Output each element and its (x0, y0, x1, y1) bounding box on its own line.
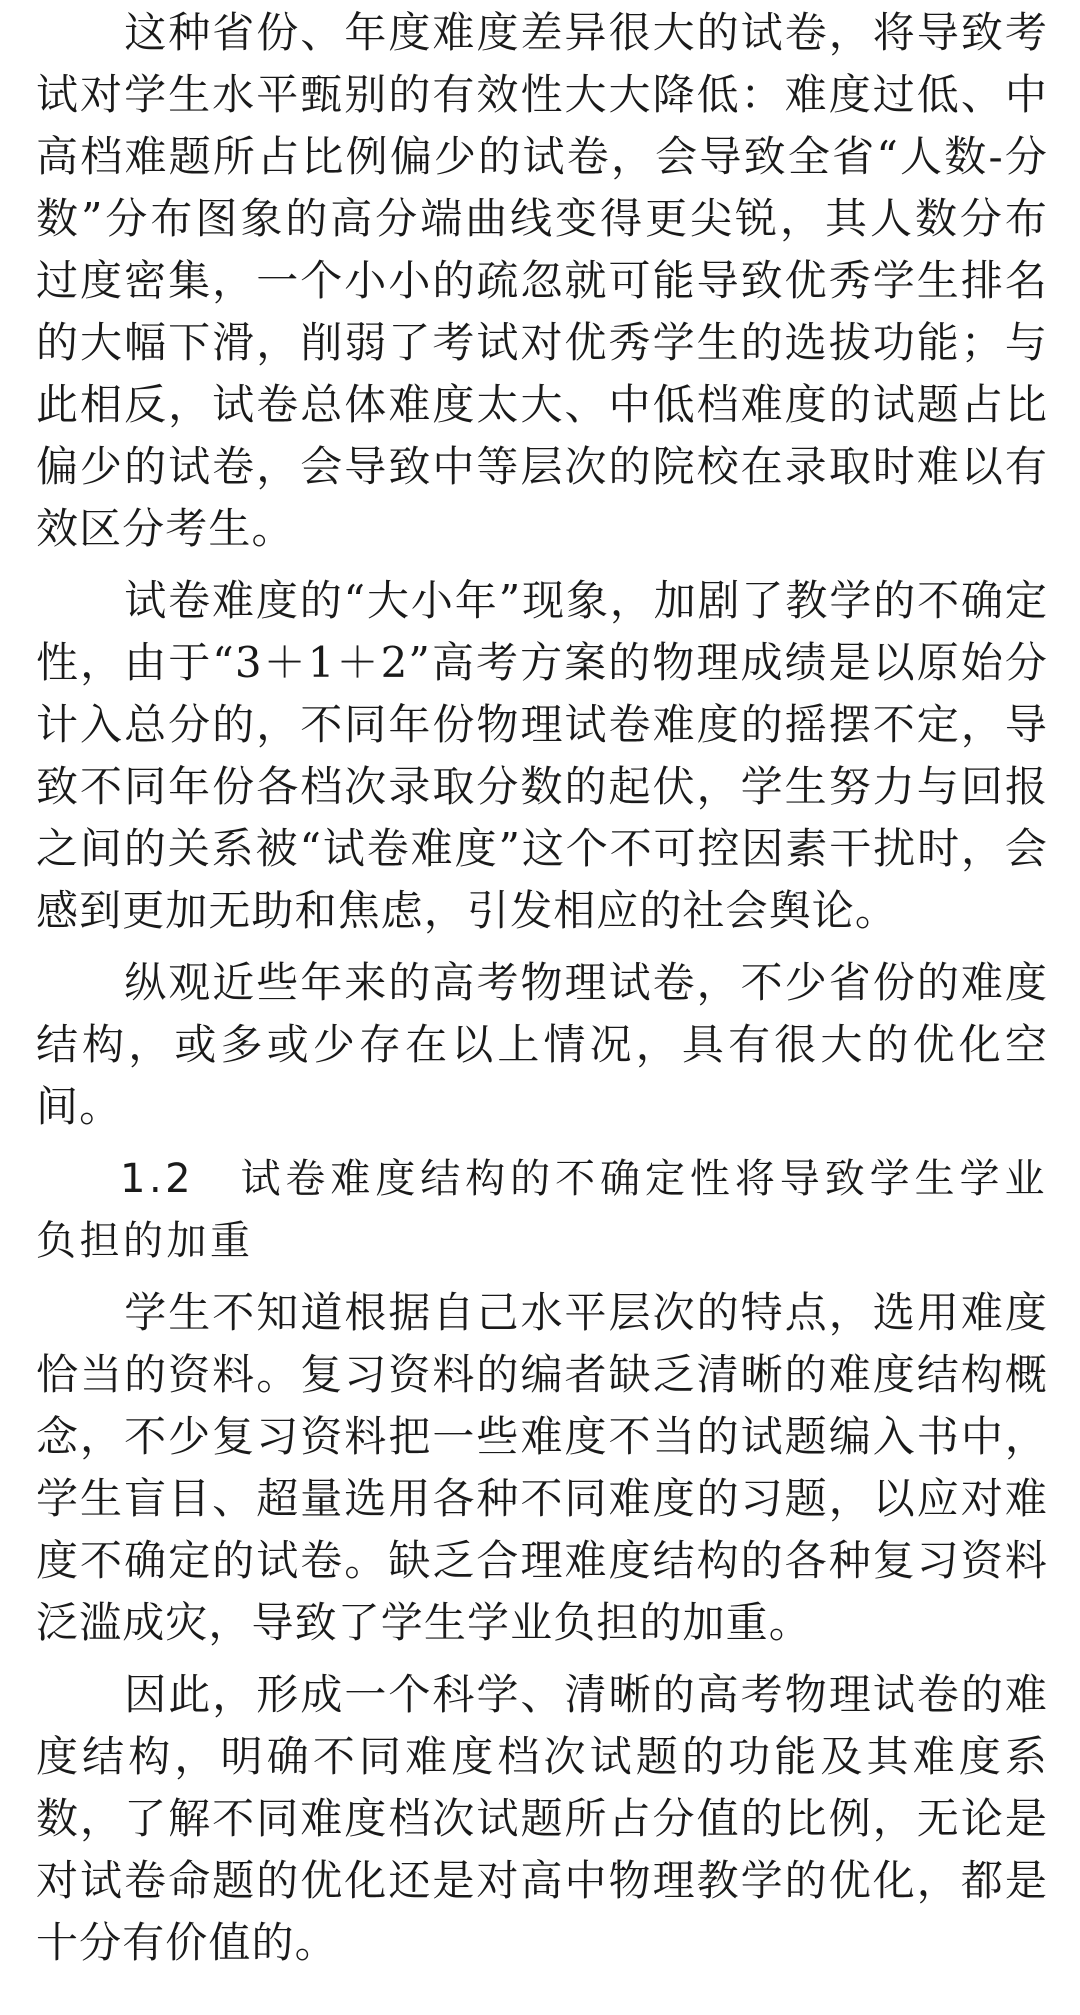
paragraph-overview: 纵观近些年来的高考物理试卷，不少省份的难度结构，或多或少存在以上情况，具有很大的优化空间。 (36, 958, 1048, 1131)
paragraph-study-materials: 学生不知道根据自己水平层次的特点，选用难度恰当的资料。复习资料的编者缺乏清晰的难度结构概念，不少复习资料把一些难度不当的试题编入书中，学生盲目、超量选用各种不同难度的习题，以应对难度不确定的试卷。缺乏合理难度结构的各种复习资料泛滥成灾，导致了学生学业负担的加重。 (36, 1288, 1048, 1647)
section-heading-1-2: 1.2 试卷难度结构的不确定性将导致学生学业负担的加重 (36, 1156, 1048, 1264)
paragraph-difficulty-variation: 这种省份、年度难度差异很大的试卷，将导致考试对学生水平甄别的有效性大大降低：难度过低、中高档难题所占比例偏少的试卷，会导致全省“人数-分数”分布图象的高分端曲线变得更尖锐，其人数分布过度密集，一个小小的疏忽就可能导致优秀学生排名的大幅下滑，削弱了考试对优秀学生的选拔功能；与此相反，试卷总体难度太大、中低档难度的试题占比偏少的试卷，会导致中等层次的院校在录取时难以有效区分考生。 (36, 8, 1048, 553)
document-page (36, 0, 1048, 2015)
paragraph-big-small-year: 试卷难度的“大小年”现象，加剧了教学的不确定性，由于“3＋1＋2”高考方案的物理成绩是以原始分计入总分的，不同年份物理试卷难度的摇摆不定，导致不同年份各档次录取分数的起伏，学生努力与回报之间的关系被“试卷难度”这个不可控因素干扰时，会感到更加无助和焦虑，引发相应的社会舆论。 (36, 576, 1048, 935)
paragraph-conclusion: 因此，形成一个科学、清晰的高考物理试卷的难度结构，明确不同难度档次试题的功能及其难度系数，了解不同难度档次试题所占分值的比例，无论是对试卷命题的优化还是对高中物理教学的优化，都是十分有价值的。 (36, 1670, 1048, 1967)
